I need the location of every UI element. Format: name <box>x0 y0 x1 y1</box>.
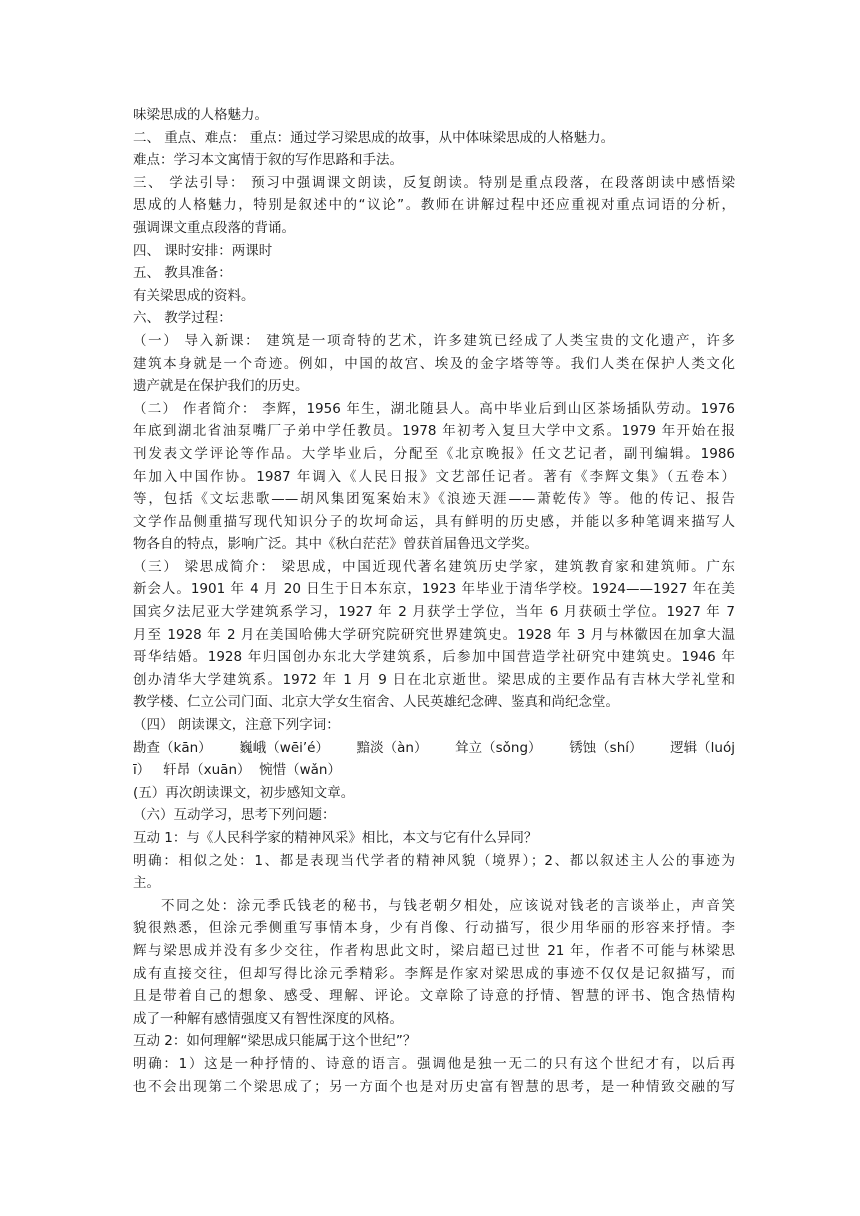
subsection-interactive: （六）互动学习，思考下列问题： <box>133 807 336 824</box>
answer-1: 明确：相似之处：1、都是表现当代学者的精神风貌（境界）；2、都以叙述主人公的事迹为 <box>133 852 735 869</box>
section-heading-schedule: 四、 课时安排：两课时 <box>133 242 273 259</box>
answer-2: 明确：1）这是一种抒情的、诗意的语言。强调他是独一无二的只有这个世纪才有，以后再 <box>133 1055 735 1072</box>
text-line: 主。 <box>133 875 160 892</box>
text-line: 年加入中国作协。1987 年调入《人民日报》文艺部任记者。著有《李辉文集》（五卷本） <box>133 468 735 485</box>
text-line: 貌很熟悉，但涂元季侧重写事情本身，少有肖像、行动描写，很少用华丽的形容来抒情。李 <box>133 920 735 937</box>
text-line: 创办清华大学建筑系。1972 年 1 月 9 日在北京逝世。梁思成的主要作品有吉林大学礼堂和 <box>133 671 735 688</box>
text-line: 教学楼、仁立公司门面、北京大学女生宿舍、人民英雄纪念碑、鉴真和尚纪念堂。 <box>133 694 619 711</box>
text-line: 难点：学习本文寓情于叙的写作思路和手法。 <box>133 152 403 169</box>
text-line: 遗产就是在保护我们的历史。 <box>133 378 309 395</box>
section-heading-materials: 五、 教具准备： <box>133 265 232 282</box>
vocabulary-row <box>133 737 735 760</box>
document-body <box>133 104 735 1098</box>
text-line: 成有直接交往，但却写得比涂元季精彩。李辉是作家对梁思成的事迹不仅仅是记叙描写，而 <box>133 965 735 982</box>
vocab-item: 黯淡（àn） <box>356 739 428 756</box>
vocab-item: 巍峨（wēi’é） <box>239 739 329 756</box>
subsection-reading: （四） 朗读课文，注意下列字词： <box>133 717 340 734</box>
text-line: 新会人。1901 年 4 月 20 日生于日本东京，1923 年毕业于清华学校。1924——1927 年在美 <box>133 581 735 598</box>
question-2: 互动 2：如何理解“梁思成只能属于这个世纪”？ <box>133 1033 417 1050</box>
text-line: 哥华结婚。1928 年归国创办东北大学建筑系，后参加中国营造学社研究中建筑史。1946 年 <box>133 649 735 666</box>
section-heading-process: 六、 教学过程： <box>133 310 232 327</box>
vocab-item: 耸立（sǒng） <box>455 739 542 756</box>
text-line: 刊发表文学评论等作品。大学毕业后，分配至《北京晚报》任文艺记者，副刊编辑。1986 <box>133 445 735 462</box>
vocab-item: 逻辑（luój <box>670 739 735 756</box>
subsection-intro: （一） 导入新课： 建筑是一项奇特的艺术，许多建筑已经成了人类宝贵的文化遗产，许多 <box>133 332 735 349</box>
text-line: 也不会出现第二个梁思成了；另一方面个也是对历史富有智慧的思考，是一种情致交融的写 <box>133 1078 735 1095</box>
text-line: 物各自的特点，影响广泛。其中《秋白茫茫》曾获首届鲁迅文学奖。 <box>133 536 538 553</box>
text-line: 辉与梁思成并没有多少交往，作者构思此文时，梁启超已过世 21 年，作者不可能与林梁思 <box>133 942 735 959</box>
vocab-item: 锈蚀（shí） <box>569 739 643 756</box>
question-1: 互动 1：与《人民科学家的精神风采》相比，本文与它有什么异同？ <box>133 830 538 846</box>
text-line: 国宾夕法尼亚大学建筑系学习，1927 年 2 月获学士学位，当年 6 月获硕士学位。1927 年 7 <box>133 604 735 621</box>
text-line: 有关梁思成的资料。 <box>133 287 255 304</box>
text-line: 建筑本身就是一个奇迹。例如，中国的故宫、埃及的金字塔等等。我们人类在保护人类文化 <box>133 355 735 372</box>
section-heading-study-guide: 三、 学法引导： 预习中强调课文朗读，反复朗读。特别是重点段落，在段落朗读中感悟梁 <box>133 174 735 191</box>
text-line: 等，包括《文坛悲歌——胡风集团冤案始末》《浪迹天涯——萧乾传》等。他的传记、报告 <box>133 491 735 508</box>
text-line: 味梁思成的人格魅力。 <box>133 107 268 123</box>
vocab-item: 勘查（kān） <box>133 739 212 756</box>
text-line: 年底到湖北省油泵嘴厂子弟中学任教员。1978 年初考入复旦大学中文系。1979 年开始在报 <box>133 423 735 440</box>
paragraph-differences: 不同之处：涂元季氏钱老的秘书，与钱老朝夕相处，应该说对钱老的言谈举止，声音笑 <box>161 897 735 914</box>
subsection-author: （二） 作者简介： 李辉，1956 年生，湖北随县人。高中毕业后到山区茶场插队劳动。1976 <box>133 400 735 417</box>
subsection-liang-bio: （三） 梁思成简介： 梁思成，中国近现代著名建筑历史学家，建筑教育家和建筑师。广东 <box>133 558 735 575</box>
text-line: 思成的人格魅力，特别是叙述中的“议论”。教师在讲解过程中还应重视对重点词语的分析， <box>133 197 735 214</box>
vocabulary-row-continued: ī） 轩昂（xuān） 惋惜（wǎn） <box>133 762 341 779</box>
section-heading-key-points: 二、 重点、难点： 重点：通过学习梁思成的故事，从中体味梁思成的人格魅力。 <box>133 129 615 146</box>
text-line: 强调课文重点段落的背诵。 <box>133 219 295 236</box>
subsection-reread: (五）再次朗读课文，初步感知文章。 <box>133 784 355 801</box>
text-line: 且是带着自己的想象、感受、理解、评论。文章除了诗意的抒情、智慧的评书、饱含热情构 <box>133 988 735 1005</box>
text-line: 月至 1928 年 2 月在美国哈佛大学研究院研究世界建筑史。1928 年 3 月与林徽因在加拿大温 <box>133 626 735 643</box>
text-line: 成了一种解有感情强度又有智性深度的风格。 <box>133 1010 403 1027</box>
text-line: 文学作品侧重描写现代知识分子的坎坷命运，具有鲜明的历史感，并能以多种笔调来描写人 <box>133 513 735 530</box>
